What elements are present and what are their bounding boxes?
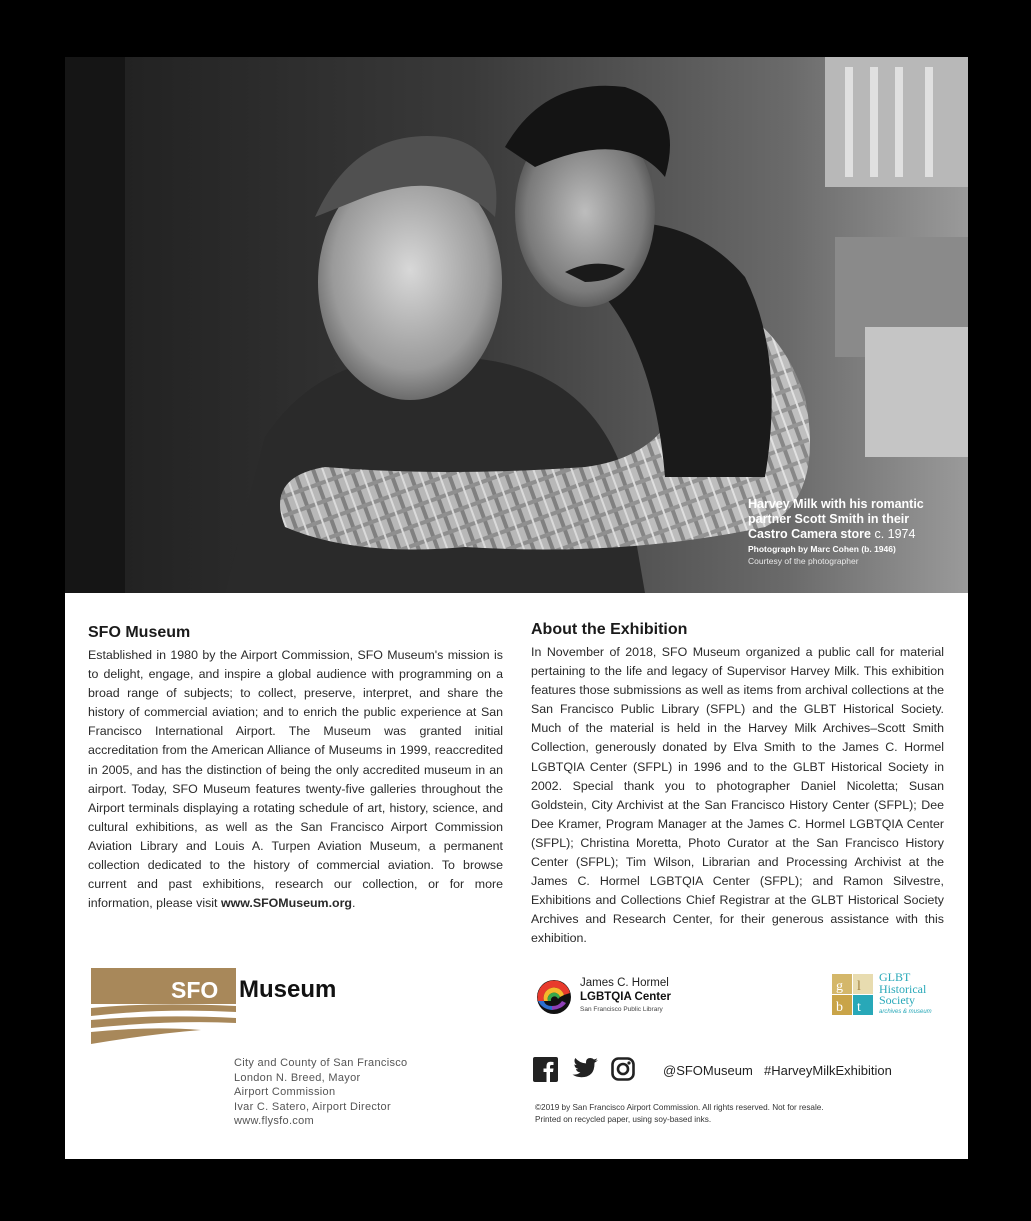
- glbt-line: GLBT: [879, 970, 911, 984]
- sfo-museum-website-link[interactable]: www.SFOMuseum.org: [220, 896, 352, 911]
- sfo-museum-body: [88, 646, 503, 913]
- flysfo-link[interactable]: www.flysfo.com: [234, 1115, 314, 1127]
- sfo-museum-period: .: [351, 896, 356, 911]
- brochure-page: [65, 57, 968, 1159]
- sfo-museum-body-text: Established in 1980 by the Airport Commission, SFO Museum's mission is to delight, engage, and inspire a global audience with programming on a broad range of subjects; to collect, preserve, interpret, and share the history of commercial aviation; and to enrich the public experience at San Francisco International Airport. The Museum was granted initial accreditation from the American Alliance of Museums in 1999, reaccredited in 2005, and has the distinction of being the only accredited museum in an airport. Today, SFO Museum features twenty-five galleries throughout the Airport terminals displaying a rotating schedule of art, history, science, and cultural exhibitions, as well as the San Francisco Airport Commission Aviation Library and Louis A. Turpen Aviation Museum, a permanent collection dedicated to the history of commercial aviation. To browse current and past exhibitions, research our collection, or for more information, please visit: [88, 648, 503, 911]
- city-info-line: Ivar C. Satero, Airport Director: [234, 1100, 391, 1113]
- sfo-museum-logo: [91, 968, 351, 1048]
- glbt-historical-society-logo: [832, 972, 952, 1020]
- twitter-icon[interactable]: [571, 1057, 599, 1081]
- hormel-library: San Francisco Public Library: [580, 1006, 663, 1013]
- svg-text:l: l: [857, 979, 861, 994]
- glbt-line: Society: [879, 993, 915, 1007]
- recycled-note: Printed on recycled paper, using soy-based inks.: [535, 1115, 712, 1124]
- hormel-center: LGBTQIA Center: [580, 991, 671, 1003]
- caption-title-text: Harvey Milk with his romantic partner Scott Smith in their Castro Camera store: [748, 497, 924, 541]
- glbt-name: [879, 972, 926, 1007]
- hormel-center-logo: [534, 977, 704, 1019]
- sfo-museum-heading: SFO Museum: [88, 624, 191, 641]
- photo-courtesy: Courtesy of the photographer: [748, 556, 859, 566]
- logo-sfo-text: SFO: [171, 977, 219, 1003]
- city-info-line: Airport Commission: [234, 1086, 336, 1098]
- svg-text:g: g: [836, 979, 843, 994]
- social-links: [533, 1057, 953, 1085]
- facebook-icon[interactable]: [533, 1057, 558, 1082]
- social-handle[interactable]: @SFOMuseum: [663, 1063, 753, 1078]
- copyright-line: ©2019 by San Francisco Airport Commission. All rights reserved. Not for resale.: [535, 1103, 824, 1112]
- rainbow-swirl-icon: [534, 979, 576, 1015]
- svg-text:t: t: [857, 1000, 861, 1015]
- harvey-milk-photo: [65, 57, 968, 593]
- city-info-line: City and County of San Francisco: [234, 1057, 408, 1069]
- hormel-name: James C. Hormel: [580, 977, 669, 989]
- svg-text:b: b: [836, 1000, 843, 1015]
- photo-caption: [748, 497, 958, 567]
- sfo-museum-section: [88, 624, 503, 913]
- glbt-mark-icon: [832, 974, 874, 1016]
- copyright-notice: [535, 1102, 935, 1126]
- exhibition-heading: About the Exhibition: [531, 621, 688, 638]
- glbt-subtitle: archives & museum: [879, 1009, 932, 1015]
- glbt-line: Historical: [879, 981, 927, 996]
- logo-museum-text: Museum: [239, 976, 337, 1003]
- photo-credit: Photograph by Marc Cohen (b. 1946): [748, 544, 896, 554]
- city-info-line: London N. Breed, Mayor: [234, 1071, 361, 1084]
- city-info: [234, 1056, 434, 1129]
- social-hashtag[interactable]: #HarveyMilkExhibition: [764, 1063, 892, 1078]
- caption-title: [748, 497, 948, 542]
- caption-year: c. 1974: [874, 527, 916, 541]
- instagram-icon[interactable]: [611, 1057, 635, 1081]
- exhibition-section: [531, 621, 944, 949]
- exhibition-body: In November of 2018, SFO Museum organized a public call for material pertaining to the life and legacy of Supervisor Harvey Milk. This exhibition features those submissions as well as items from archival collections at the San Francisco Public Library (SFPL) and the GLBT Historical Society. Much of the material is held in the Harvey Milk Archives–Scott Smith Collection, generously donated by Elva Smith to the James C. Hormel LGBTQIA Center (SFPL) in 1996 and to the GLBT Historical Society in 2002. Special thank you to photographer Daniel Nicoletta; Susan Goldstein, City Archivist at the San Francisco History Center (SFPL); Dee Dee Kramer, Program Manager at the James C. Hormel LGBTQIA Center (SFPL); Christina Moretta, Photo Curator at the San Francisco History Center (SFPL); Tim Wilson, Librarian and Processing Archivist at the James C. Hormel LGBTQIA Center (SFPL); and Ramon Silvestre, Exhibitions and Collections Chief Registrar at the GLBT Historical Society Archives and Research Center, for their generous assistance with this exhibition.: [531, 645, 944, 946]
